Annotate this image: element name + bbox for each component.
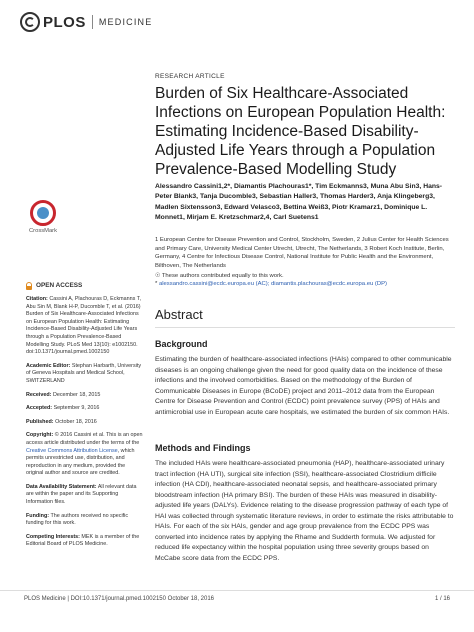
- funding-block: [26, 513, 144, 528]
- methods-heading: Methods and Findings: [155, 443, 251, 453]
- footer-citation: PLOS Medicine | DOI:10.1371/journal.pmed.1002150 October 18, 2016: [24, 596, 215, 602]
- crossmark-icon: [30, 200, 56, 226]
- editor-text: Stephan Harbarth, University of Geneva Hospitals and Medical School, SWITZERLAND: [26, 362, 142, 384]
- accepted-date: September 9, 2016: [53, 405, 100, 412]
- copyright-block: [26, 432, 144, 478]
- open-access-badge: [26, 282, 144, 290]
- logo-divider: [92, 15, 93, 29]
- article-title: Burden of Six Healthcare-Associated Infections on European Population Health: Estimating Incidence-Based Disability-Adjusted Life Years through a Population Prevalence-Based Modelling Study: [155, 85, 446, 178]
- received-label: Received:: [26, 391, 52, 398]
- published-block: [26, 419, 144, 427]
- competing-interests-label: Competing Interests:: [26, 533, 80, 540]
- equal-contribution-note: ☉ These authors contributed equally to this work.: [155, 273, 284, 279]
- background-heading: Background: [155, 339, 208, 349]
- funding-label: Funding:: [26, 512, 50, 519]
- published-label: Published:: [26, 418, 54, 425]
- data-availability-text: All relevant data are within the paper and its Supporting Information files.: [26, 483, 137, 506]
- article-sidebar: [26, 282, 144, 555]
- plos-logo: [20, 12, 152, 32]
- open-access-label: OPEN ACCESS: [36, 282, 83, 290]
- received-date: December 18, 2015: [52, 391, 101, 398]
- author-list: Alessandro Cassini1,2*, Diamantis Plachouras1*, Tim Eckmanns3, Muna Abu Sin3, Hans-Peter Blank3, Tanja Ducomble3, Sebastian Haller3, Thomas Harder3, Anja Klingeberg3, Madlen Sixtensson3, Edward Velasco3, Bettina Weiß3, Piotr Kramarz1, Dominique L. Monnet1, Mirjam E. Kretzschmar2,4, Carl Suetens1: [155, 183, 443, 222]
- logo-text: PLOS: [43, 13, 86, 31]
- competing-interests-block: [26, 534, 144, 549]
- email-links[interactable]: alessandro.cassini@ecdc.europa.eu (AC); diamantis.plachouras@ecdc.europa.eu (DP): [158, 281, 388, 288]
- citation-text: Cassini A, Plachouras D, Eckmanns T, Abu Sin M, Blank H-P, Ducomble T, et al. (2016) Burden of Six Healthcare-Associated Infections on European Population Health: Estimating Incidence-Based Disability-Adjusted Life Years through a Population Prevalence-Based Modelling Study. PLoS Med 13(10): e1002150. doi:10.1371/journal.pmed.1002150: [26, 296, 141, 356]
- published-date: October 18, 2016: [55, 418, 97, 425]
- copyright-text-a: © 2016 Cassini et al. This is an open access article distributed under the terms of the: [26, 432, 143, 446]
- equal-contribution-text: These authors contributed equally to this work.: [161, 273, 284, 279]
- crossmark-label: CrossMark: [28, 228, 58, 234]
- data-availability-block: [26, 484, 144, 507]
- abstract-heading: Abstract: [155, 307, 203, 322]
- accepted-label: Accepted:: [26, 405, 53, 412]
- license-link[interactable]: Creative Commons Attribution License: [26, 447, 118, 454]
- copyright-label: Copyright:: [26, 432, 54, 439]
- plos-logo-icon: [20, 12, 40, 32]
- citation-block: [26, 296, 144, 357]
- funding-text: The authors received no specific funding for this work.: [26, 512, 129, 527]
- methods-paragraph: The included HAIs were healthcare-associated pneumonia (HAP), healthcare-associated urinary tract infection (HA UTI), surgical site infection (SSI), healthcare-associated Clostridium difficile infection (HA CDI), healthcare-associated neonatal sepsis, and healthcare-associated primary bloodstream infection (HA primary BSI). The burden of these HAIs was measured in disability-adjusted life years (DALYs). Evidence relating to the disease progression pathway of each type of HAI was collected through systematic literature reviews, in order to estimate the risks attributable to HAIs. For each of the six HAIs, gender and age group prevalence from the ECDC PPS was converted into incidence rates by applying the Rhame and Sudderth formula. We adjusted for reduced life expectancy within the hospital population using three severity groups based on McCabe score data from the ECDC PPS.: [155, 460, 454, 562]
- footer-divider: [0, 590, 474, 591]
- affiliations: 1 European Centre for Disease Prevention and Control, Stockholm, Sweden, 2 Julius Center for Health Sciences and Primary Care, University Medical Center Utrecht, Utrecht, The Netherlands, 3 Robert Koch Institute, Berlin, Germany, 4 Centre for Infectious Disease Control, National Institute for Public Health and the Environment, Bilthoven, The Netherlands: [155, 237, 449, 269]
- journal-name: MEDICINE: [98, 17, 153, 27]
- corresponding-emails: * alessandro.cassini@ecdc.europa.eu (AC); diamantis.plachouras@ecdc.europa.eu (DP): [155, 281, 388, 288]
- abstract-divider: [155, 327, 455, 328]
- accepted-block: [26, 405, 144, 413]
- author-notes: [155, 272, 455, 289]
- competing-interests-text: MEK is a member of the Editorial Board of PLOS Medicine.: [26, 533, 140, 548]
- data-availability-label: Data Availability Statement:: [26, 483, 97, 490]
- editor-label: Academic Editor:: [26, 362, 71, 369]
- open-lock-icon: [26, 282, 32, 290]
- citation-label: Citation:: [26, 296, 48, 302]
- background-paragraph: Estimating the burden of healthcare-associated infections (HAIs) compared to other communicable diseases is an ongoing challenge given the need for good quality data on the incidence of these infections and the involved comorbidities. Based on the methodology of the Burden of Communicable Diseases in Europe (BCoDE) project and 2011–2012 data from the European Centre for Disease Prevention and Control (ECDC) point prevalence survey (PPS) of HAIs and antimicrobial use in European acute care hospitals, we estimated the burden of six common HAIs.: [155, 356, 452, 416]
- copyright-text-b: , which permits unrestricted use, distribution, and reproduction in any medium, provided the original author and source are credited.: [26, 447, 135, 477]
- crossmark-badge[interactable]: [26, 200, 60, 234]
- received-block: [26, 392, 144, 400]
- article-type-label: RESEARCH ARTICLE: [155, 73, 225, 80]
- editor-block: [26, 363, 144, 386]
- page-number: 1 / 16: [434, 596, 450, 602]
